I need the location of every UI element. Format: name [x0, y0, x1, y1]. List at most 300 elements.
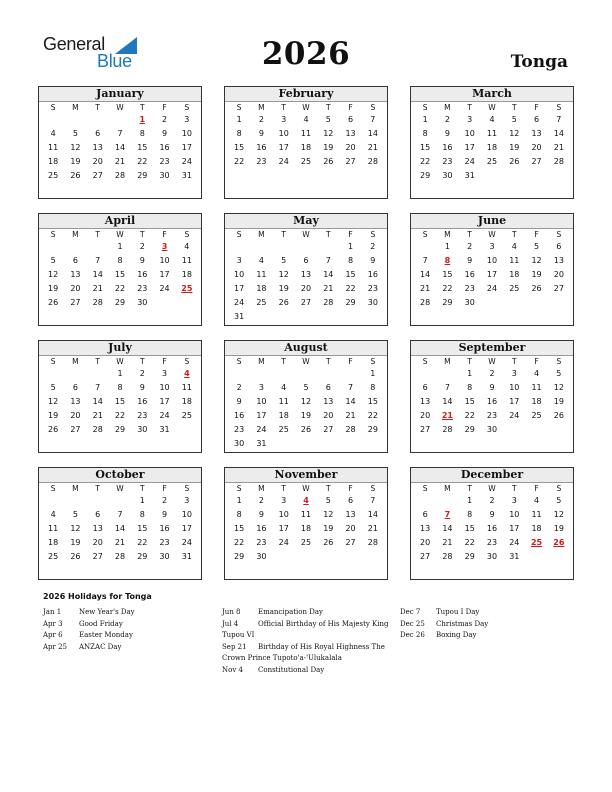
day-cell: 1 — [467, 369, 473, 378]
day-cell: 11 — [48, 524, 59, 533]
empty-day-cell — [42, 113, 64, 127]
day-cell: 4 — [258, 256, 264, 265]
weekday-label: M — [72, 230, 79, 239]
weekday-label: S — [370, 230, 376, 239]
day-cell: 22 — [137, 538, 148, 547]
empty-day-cell — [295, 240, 317, 254]
day-cell: 16 — [442, 143, 453, 152]
day-cell: 24 — [256, 425, 267, 434]
day-cell: 14 — [114, 524, 126, 533]
day-cell: 16 — [367, 270, 378, 279]
day-cell: 4 — [50, 510, 56, 519]
day-cell: 19 — [278, 284, 289, 293]
day-cell: 31 — [256, 439, 267, 448]
weekday-label: T — [511, 484, 517, 493]
day-cell: 14 — [553, 129, 564, 138]
holiday-date: Apr 25 — [43, 642, 68, 651]
day-cell: 5 — [50, 256, 56, 265]
day-cell: 15 — [137, 143, 148, 152]
empty-day-cell — [295, 367, 317, 381]
weekday-label: S — [184, 357, 190, 366]
weekday-label: W — [488, 230, 496, 239]
day-cell: 19 — [300, 411, 312, 420]
day-cell: 1 — [236, 496, 242, 505]
empty-day-cell — [87, 494, 109, 508]
empty-day-cell — [64, 113, 86, 127]
day-cell: 3 — [511, 496, 517, 505]
day-cell: 29 — [137, 552, 148, 561]
day-cell: 19 — [48, 284, 59, 293]
day-cell: 1 — [422, 115, 428, 124]
day-cell: 8 — [467, 383, 473, 392]
day-cell: 5 — [325, 496, 331, 505]
weekday-label: M — [258, 357, 265, 366]
day-cell: 12 — [509, 129, 520, 138]
day-cell: 31 — [509, 552, 520, 561]
day-cell: 11 — [486, 129, 498, 138]
empty-day-cell — [317, 367, 339, 381]
day-grid — [39, 356, 201, 437]
day-cell: 4 — [511, 242, 517, 251]
weekday-label: F — [534, 230, 539, 239]
day-cell: 12 — [553, 510, 564, 519]
day-cell: 7 — [325, 256, 331, 265]
day-cell: 13 — [70, 270, 81, 279]
day-cell: 11 — [181, 256, 192, 265]
weekday-label: T — [467, 357, 472, 366]
day-cell: 2 — [139, 369, 145, 378]
month-april — [38, 213, 202, 326]
day-cell: 31 — [181, 552, 192, 561]
weekday-label: T — [467, 230, 472, 239]
day-cell: 17 — [464, 143, 475, 152]
holiday-item — [222, 642, 392, 665]
holiday-name: Easter Monday — [79, 631, 133, 639]
day-cell: 14 — [92, 397, 103, 406]
holiday-name: Official Birthday of His Majesty King Tupou VI — [222, 619, 389, 639]
day-cell: 25 — [181, 411, 192, 420]
day-cell: 23 — [464, 284, 475, 293]
day-cell: 22 — [345, 284, 356, 293]
day-cell: 3 — [184, 496, 190, 505]
day-cell: 17 — [181, 143, 192, 152]
day-cell: 3 — [184, 115, 190, 124]
day-cell: 13 — [420, 397, 431, 406]
day-cell: 9 — [139, 383, 145, 392]
weekday-label: S — [50, 484, 56, 493]
day-cell: 10 — [486, 256, 498, 265]
day-cell: 15 — [420, 143, 431, 152]
day-grid — [411, 483, 573, 564]
day-grid — [39, 102, 201, 183]
day-cell: 10 — [278, 129, 289, 138]
day-cell: 15 — [137, 524, 148, 533]
day-cell: 6 — [422, 510, 428, 519]
weekday-label: S — [236, 230, 242, 239]
day-cell: 21 — [420, 284, 431, 293]
day-cell: 24 — [509, 411, 520, 420]
weekday-label: W — [116, 230, 124, 239]
day-cell: 26 — [509, 157, 520, 166]
weekday-label: W — [116, 357, 124, 366]
empty-day-cell — [273, 240, 295, 254]
weekday-label: T — [95, 484, 100, 493]
day-cell: 11 — [509, 256, 520, 265]
holidays-title: 2026 Holidays for Tonga — [43, 592, 152, 601]
day-cell: 25 — [531, 411, 542, 420]
day-cell: 3 — [236, 256, 242, 265]
day-cell: 10 — [278, 510, 289, 519]
day-cell: 17 — [278, 524, 289, 533]
weekday-label: W — [302, 103, 310, 112]
day-cell: 30 — [486, 552, 498, 561]
day-cell: 3 — [467, 115, 473, 124]
day-cell: 25 — [300, 538, 312, 547]
empty-day-cell — [414, 240, 436, 254]
day-cell: 26 — [553, 411, 564, 420]
day-cell: 29 — [464, 552, 475, 561]
day-cell: 16 — [464, 270, 475, 279]
day-cell: 21 — [367, 524, 378, 533]
weekday-label: S — [556, 103, 562, 112]
empty-day-cell — [87, 240, 109, 254]
day-cell: 13 — [92, 143, 103, 152]
holiday-date: Apr 6 — [43, 631, 63, 639]
day-cell: 2 — [236, 383, 242, 392]
month-september — [410, 340, 574, 453]
month-june — [410, 213, 574, 326]
day-cell: 24 — [181, 538, 192, 547]
day-cell: 15 — [464, 397, 475, 406]
weekday-label: M — [72, 357, 79, 366]
day-cell: 15 — [345, 270, 356, 279]
day-cell: 18 — [531, 397, 542, 406]
day-cell: 18 — [300, 143, 312, 152]
day-cell: 10 — [181, 129, 192, 138]
day-cell: 19 — [48, 411, 59, 420]
day-cell: 22 — [114, 411, 126, 420]
day-grid — [411, 229, 573, 310]
month-name: April — [39, 214, 201, 229]
day-cell: 10 — [509, 510, 520, 519]
day-cell: 24 — [181, 157, 192, 166]
day-cell: 24 — [509, 538, 520, 547]
day-cell: 23 — [137, 284, 148, 293]
day-cell: 14 — [442, 524, 453, 533]
day-cell: 10 — [509, 383, 520, 392]
day-grid — [39, 229, 201, 310]
weekday-label: T — [139, 484, 145, 493]
day-cell: 27 — [345, 157, 356, 166]
day-cell: 28 — [114, 552, 126, 561]
day-cell: 8 — [236, 510, 242, 519]
day-cell: 3 — [281, 496, 287, 505]
day-cell: 8 — [370, 383, 376, 392]
holiday-day-cell: 26 — [553, 538, 565, 547]
holiday-day-cell: 8 — [444, 256, 451, 265]
weekday-label: T — [511, 103, 517, 112]
empty-day-cell — [228, 240, 250, 254]
day-cell: 29 — [114, 298, 126, 307]
day-cell: 30 — [137, 298, 148, 307]
day-cell: 8 — [139, 129, 145, 138]
day-cell: 18 — [509, 270, 520, 279]
weekday-label: S — [370, 103, 376, 112]
day-cell: 18 — [278, 411, 289, 420]
day-cell: 26 — [70, 171, 81, 180]
weekday-label: S — [50, 357, 56, 366]
day-cell: 16 — [256, 524, 267, 533]
empty-day-cell — [42, 367, 64, 381]
holiday-item — [222, 619, 392, 642]
day-cell: 12 — [48, 397, 59, 406]
day-cell: 9 — [139, 256, 145, 265]
holiday-item — [43, 619, 215, 631]
day-cell: 8 — [236, 129, 242, 138]
day-cell: 6 — [72, 256, 78, 265]
day-cell: 30 — [464, 298, 475, 307]
weekday-label: W — [488, 357, 496, 366]
day-cell: 22 — [114, 284, 126, 293]
day-cell: 5 — [50, 383, 56, 392]
day-cell: 21 — [114, 157, 126, 166]
weekday-label: F — [534, 103, 539, 112]
day-cell: 24 — [278, 157, 289, 166]
day-cell: 20 — [70, 411, 81, 420]
weekday-label: W — [302, 357, 310, 366]
day-grid — [39, 483, 201, 564]
day-cell: 23 — [256, 157, 267, 166]
day-cell: 7 — [556, 115, 562, 124]
holiday-date: Jun 8 — [222, 608, 241, 616]
day-cell: 11 — [531, 383, 542, 392]
day-cell: 18 — [256, 284, 267, 293]
day-cell: 30 — [256, 552, 267, 561]
month-december — [410, 467, 574, 580]
day-cell: 14 — [367, 510, 378, 519]
day-cell: 11 — [300, 129, 312, 138]
month-february — [224, 86, 388, 199]
day-cell: 29 — [345, 298, 356, 307]
weekday-label: T — [95, 103, 100, 112]
weekday-label: T — [325, 103, 331, 112]
day-grid — [225, 229, 387, 324]
empty-day-cell — [414, 494, 436, 508]
empty-day-cell — [64, 367, 86, 381]
weekday-label: S — [50, 103, 56, 112]
day-cell: 9 — [444, 129, 450, 138]
day-cell: 10 — [159, 256, 170, 265]
day-cell: 23 — [159, 538, 170, 547]
empty-day-cell — [414, 367, 436, 381]
holiday-name: Good Friday — [79, 619, 123, 628]
day-cell: 25 — [278, 425, 289, 434]
holiday-date: Dec 25 — [400, 619, 425, 628]
day-grid — [411, 356, 573, 437]
day-cell: 12 — [300, 397, 312, 406]
month-name: February — [225, 87, 387, 102]
weekday-label: T — [281, 103, 286, 112]
day-cell: 31 — [464, 171, 475, 180]
day-cell: 25 — [509, 284, 520, 293]
weekday-label: T — [325, 484, 331, 493]
weekday-label: M — [444, 357, 451, 366]
holiday-day-cell: 25 — [181, 284, 193, 293]
day-cell: 23 — [367, 284, 378, 293]
day-cell: 27 — [345, 538, 356, 547]
day-cell: 15 — [442, 270, 453, 279]
day-cell: 30 — [486, 425, 498, 434]
day-cell: 29 — [464, 425, 475, 434]
empty-day-cell — [109, 494, 131, 508]
day-cell: 29 — [442, 298, 453, 307]
weekday-label: S — [236, 484, 242, 493]
weekday-label: T — [511, 357, 517, 366]
holiday-item — [43, 630, 215, 642]
weekday-label: T — [511, 230, 517, 239]
empty-day-cell — [109, 113, 131, 127]
day-cell: 20 — [323, 411, 334, 420]
day-cell: 1 — [139, 496, 145, 505]
day-cell: 25 — [256, 298, 267, 307]
day-cell: 2 — [489, 496, 495, 505]
day-cell: 16 — [486, 524, 498, 533]
day-cell: 28 — [367, 157, 378, 166]
day-cell: 28 — [345, 425, 356, 434]
day-cell: 28 — [420, 298, 431, 307]
weekday-label: F — [162, 484, 167, 493]
weekday-label: T — [139, 103, 145, 112]
holiday-day-cell: 3 — [161, 242, 168, 251]
weekday-label: T — [325, 230, 331, 239]
day-cell: 1 — [117, 369, 123, 378]
day-cell: 26 — [323, 157, 334, 166]
day-cell: 7 — [370, 496, 376, 505]
day-grid — [225, 102, 387, 169]
day-cell: 21 — [92, 284, 103, 293]
day-cell: 6 — [72, 383, 78, 392]
day-cell: 22 — [464, 538, 475, 547]
day-cell: 17 — [159, 397, 170, 406]
day-cell: 9 — [236, 397, 242, 406]
weekday-label: S — [556, 484, 562, 493]
day-cell: 6 — [348, 496, 354, 505]
day-cell: 19 — [553, 397, 564, 406]
month-name: January — [39, 87, 201, 102]
day-cell: 4 — [534, 496, 540, 505]
day-cell: 24 — [278, 538, 289, 547]
holiday-name: Tupou I Day — [436, 608, 480, 616]
month-january — [38, 86, 202, 199]
day-cell: 14 — [367, 129, 378, 138]
empty-day-cell — [250, 367, 272, 381]
empty-day-cell — [436, 494, 458, 508]
day-cell: 12 — [48, 270, 59, 279]
month-name: September — [411, 341, 573, 356]
day-cell: 3 — [258, 383, 264, 392]
day-cell: 22 — [420, 157, 431, 166]
day-cell: 16 — [486, 397, 498, 406]
day-cell: 29 — [420, 171, 431, 180]
day-cell: 26 — [48, 425, 59, 434]
day-cell: 9 — [489, 383, 495, 392]
day-cell: 14 — [345, 397, 356, 406]
holiday-column — [222, 607, 392, 676]
day-cell: 22 — [464, 411, 475, 420]
day-cell: 30 — [159, 171, 170, 180]
month-name: May — [225, 214, 387, 229]
holiday-date: Jul 4 — [222, 619, 239, 628]
day-cell: 11 — [256, 270, 267, 279]
day-cell: 10 — [159, 383, 170, 392]
month-name: June — [411, 214, 573, 229]
day-cell: 2 — [444, 115, 450, 124]
day-cell: 19 — [323, 524, 334, 533]
day-cell: 24 — [234, 298, 245, 307]
day-cell: 23 — [442, 157, 453, 166]
day-cell: 28 — [442, 552, 453, 561]
country-name: Tonga — [510, 52, 568, 72]
day-cell: 13 — [92, 524, 103, 533]
weekday-label: F — [348, 484, 353, 493]
day-cell: 27 — [323, 425, 334, 434]
day-cell: 17 — [159, 270, 170, 279]
day-cell: 16 — [159, 143, 170, 152]
weekday-label: W — [488, 103, 496, 112]
day-cell: 18 — [531, 524, 542, 533]
day-cell: 11 — [300, 510, 312, 519]
day-cell: 3 — [489, 242, 495, 251]
day-cell: 17 — [234, 284, 245, 293]
day-cell: 27 — [531, 157, 542, 166]
day-cell: 9 — [258, 510, 264, 519]
day-cell: 20 — [92, 157, 103, 166]
weekday-label: W — [116, 484, 124, 493]
day-cell: 3 — [281, 115, 287, 124]
day-cell: 23 — [486, 411, 498, 420]
day-cell: 8 — [422, 129, 428, 138]
month-name: November — [225, 468, 387, 483]
day-cell: 18 — [48, 538, 59, 547]
day-cell: 1 — [467, 496, 473, 505]
day-cell: 12 — [70, 524, 81, 533]
empty-day-cell — [87, 113, 109, 127]
weekday-label: F — [534, 357, 539, 366]
weekday-label: S — [422, 357, 428, 366]
day-cell: 25 — [48, 171, 59, 180]
empty-day-cell — [339, 367, 361, 381]
day-cell: 13 — [345, 510, 356, 519]
empty-day-cell — [250, 240, 272, 254]
weekday-label: M — [72, 484, 79, 493]
day-cell: 19 — [70, 157, 81, 166]
day-cell: 8 — [348, 256, 354, 265]
day-cell: 4 — [489, 115, 495, 124]
day-cell: 30 — [367, 298, 378, 307]
holiday-column — [400, 607, 570, 642]
day-cell: 7 — [370, 115, 376, 124]
day-cell: 21 — [323, 284, 334, 293]
day-cell: 21 — [114, 538, 126, 547]
day-cell: 27 — [420, 425, 431, 434]
day-cell: 23 — [486, 538, 498, 547]
weekday-label: M — [258, 484, 265, 493]
holiday-item — [222, 607, 392, 619]
day-cell: 7 — [348, 383, 354, 392]
day-cell: 4 — [303, 115, 309, 124]
weekday-label: S — [50, 230, 56, 239]
day-cell: 4 — [281, 383, 287, 392]
